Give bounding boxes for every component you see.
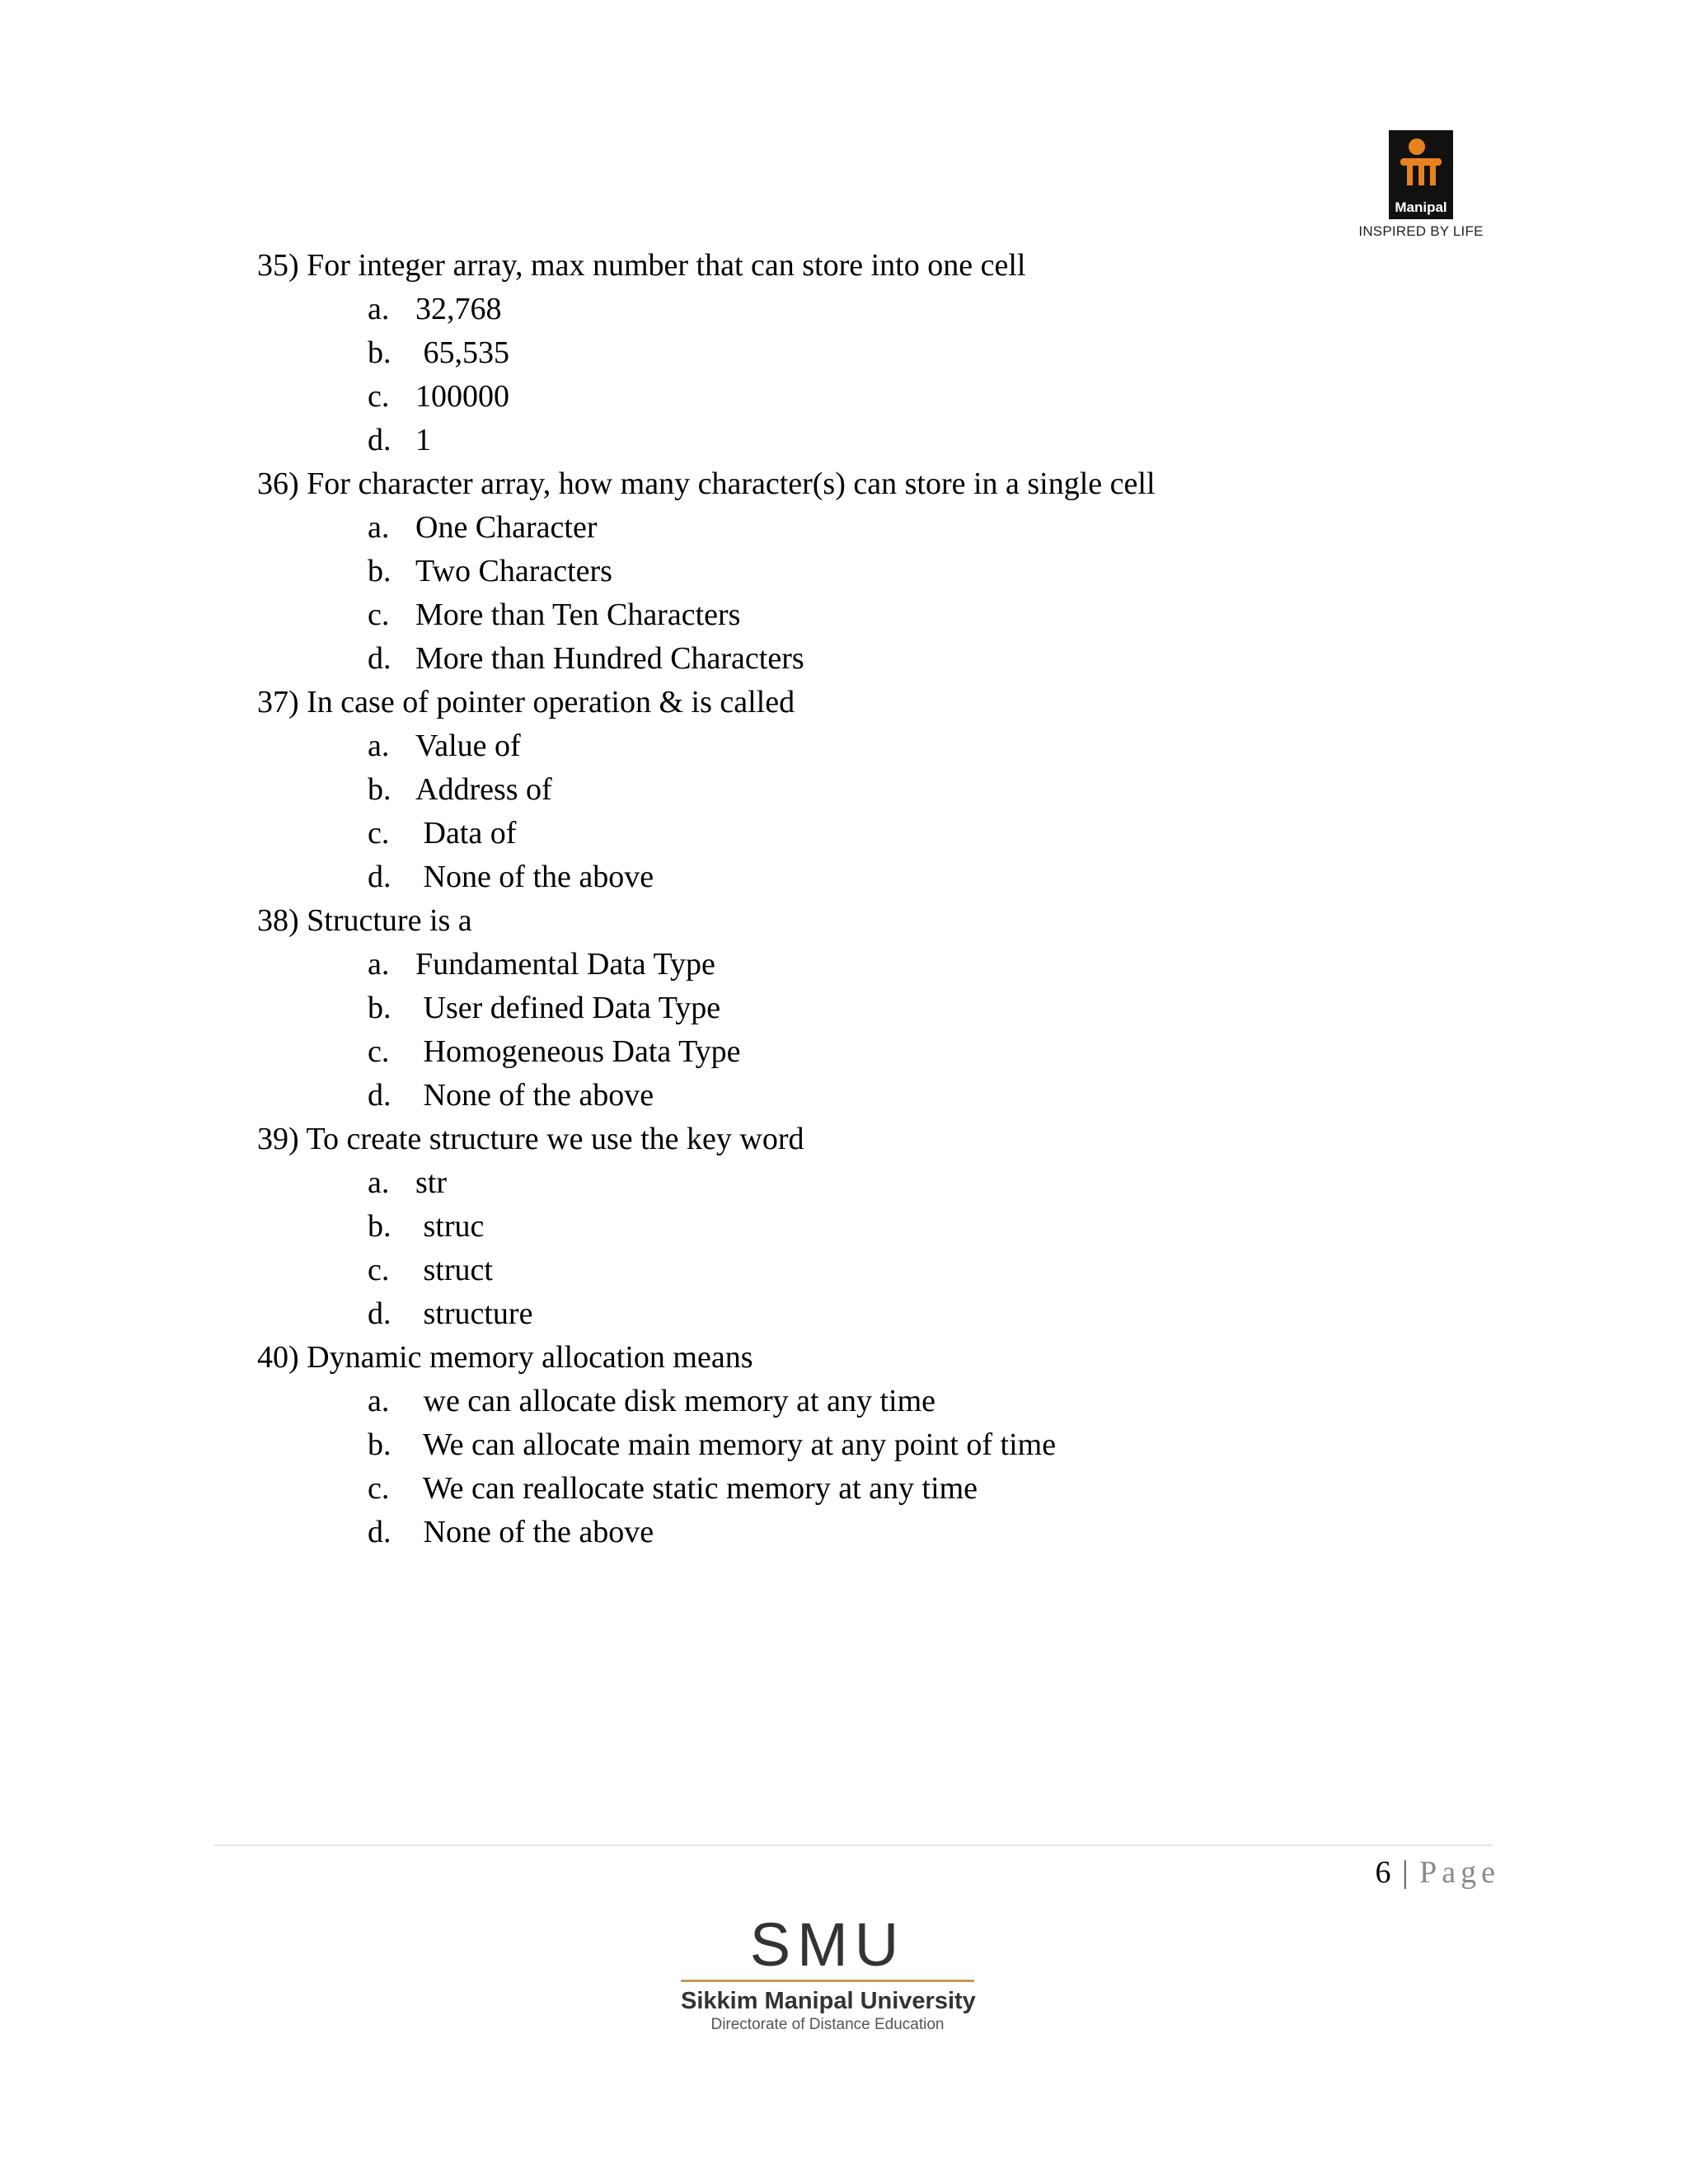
question-stem — [257, 1118, 1510, 1161]
question-text: In case of pointer operation & is called — [307, 685, 795, 719]
option-text: str — [415, 1165, 447, 1200]
question-number: 37) — [257, 685, 299, 719]
option-letter: c. — [368, 1034, 390, 1069]
option-letter: a. — [368, 729, 390, 763]
option-letter: d. — [368, 1078, 392, 1113]
smu-divider — [681, 1980, 974, 1982]
question-text: Structure is a — [307, 903, 472, 938]
option-letter: a. — [368, 510, 390, 545]
option — [257, 331, 1510, 375]
option-letter: d. — [368, 1296, 392, 1331]
option-text: 1 — [415, 423, 431, 457]
option-text: 100000 — [415, 379, 509, 414]
option-text: 65,535 — [415, 335, 509, 370]
option-letter: d. — [368, 423, 392, 457]
question-list — [257, 244, 1510, 1554]
logo-name: Manipal — [1395, 199, 1447, 215]
question-number: 36) — [257, 466, 299, 501]
option-text: Value of — [415, 729, 521, 763]
option — [257, 1423, 1510, 1467]
option — [257, 1074, 1510, 1118]
question-stem — [257, 244, 1510, 288]
option — [257, 1161, 1510, 1205]
option-text: One Character — [415, 510, 598, 545]
option-text: Two Characters — [415, 554, 612, 588]
logo-tagline: INSPIRED BY LIFE — [1358, 223, 1484, 239]
option — [257, 812, 1510, 855]
option — [257, 375, 1510, 419]
option-letter: c. — [368, 379, 390, 414]
option-letter: c. — [368, 598, 390, 632]
page-separator: | — [1402, 1855, 1409, 1890]
option — [257, 943, 1510, 987]
page-label: Page — [1419, 1855, 1500, 1890]
option-text: User defined Data Type — [415, 991, 721, 1025]
option-letter: a. — [368, 947, 390, 982]
question — [257, 1118, 1510, 1336]
question-text: For integer array, max number that can store into one cell — [307, 248, 1026, 283]
option-letter: d. — [368, 1515, 392, 1549]
page-number — [1376, 1848, 1500, 1897]
option-text: More than Ten Characters — [415, 598, 741, 632]
smu-abbr: SMU — [749, 1910, 906, 1979]
option — [257, 1292, 1510, 1336]
option — [257, 1205, 1510, 1249]
manipal-logo — [1345, 130, 1497, 240]
option-letter: b. — [368, 1427, 392, 1462]
footer-divider — [214, 1844, 1492, 1846]
university-department: Directorate of Distance Education — [710, 2016, 945, 2033]
page-number-value: 6 — [1375, 1855, 1391, 1890]
question-number: 40) — [257, 1340, 299, 1375]
option — [257, 419, 1510, 462]
option — [257, 1030, 1510, 1074]
option-text: struc — [415, 1209, 485, 1244]
question-number: 35) — [257, 248, 299, 283]
question-stem — [257, 899, 1510, 943]
option-letter: c. — [368, 1471, 390, 1506]
option-letter: b. — [368, 335, 392, 370]
option-letter: b. — [368, 772, 392, 807]
option-letter: a. — [368, 292, 390, 326]
option — [257, 1511, 1510, 1554]
question-text: For character array, how many character(s) can store in a single cell — [307, 466, 1156, 501]
question-number: 39) — [257, 1122, 299, 1156]
question-text: To create structure we use the key word — [306, 1122, 804, 1156]
option-letter: d. — [368, 860, 392, 894]
question-number: 38) — [257, 903, 299, 938]
question-stem — [257, 1336, 1510, 1380]
option-text: struct — [415, 1253, 493, 1287]
question — [257, 462, 1510, 681]
option — [257, 550, 1510, 593]
option — [257, 1380, 1510, 1423]
option-text: None of the above — [415, 1515, 654, 1549]
option-letter: b. — [368, 554, 392, 588]
option — [257, 288, 1510, 331]
manipal-emblem-icon — [1399, 137, 1443, 191]
option — [257, 855, 1510, 899]
university-name: Sikkim Manipal University — [681, 1988, 976, 2014]
smu-logo — [681, 1910, 976, 2035]
option-text: None of the above — [415, 1078, 654, 1113]
option — [257, 506, 1510, 550]
option-text: We can reallocate static memory at any time — [415, 1471, 978, 1506]
option — [257, 1249, 1510, 1292]
option-letter: b. — [368, 991, 392, 1025]
question — [257, 244, 1510, 462]
option — [257, 637, 1510, 681]
option-text: Data of — [415, 816, 517, 851]
option-text: More than Hundred Characters — [415, 641, 804, 676]
manipal-logo-icon — [1389, 130, 1453, 219]
option-text: we can allocate disk memory at any time — [415, 1384, 935, 1418]
question-stem — [257, 681, 1510, 724]
option-letter: c. — [368, 816, 390, 851]
option — [257, 987, 1510, 1030]
option-text: Address of — [415, 772, 552, 807]
option-letter: c. — [368, 1253, 390, 1287]
option — [257, 593, 1510, 637]
option — [257, 1467, 1510, 1511]
option-letter: a. — [368, 1165, 390, 1200]
option-letter: d. — [368, 641, 392, 676]
question — [257, 899, 1510, 1118]
option-text: None of the above — [415, 860, 654, 894]
option-letter: a. — [368, 1384, 390, 1418]
question-text: Dynamic memory allocation means — [307, 1340, 753, 1375]
option-letter: b. — [368, 1209, 392, 1244]
option — [257, 768, 1510, 812]
option-text: We can allocate main memory at any point of time — [415, 1427, 1057, 1462]
option — [257, 724, 1510, 768]
question — [257, 681, 1510, 899]
option-text: Homogeneous Data Type — [415, 1034, 741, 1069]
option-text: Fundamental Data Type — [415, 947, 715, 982]
question — [257, 1336, 1510, 1554]
option-text: 32,768 — [415, 292, 502, 326]
question-stem — [257, 462, 1510, 506]
option-text: structure — [415, 1296, 533, 1331]
